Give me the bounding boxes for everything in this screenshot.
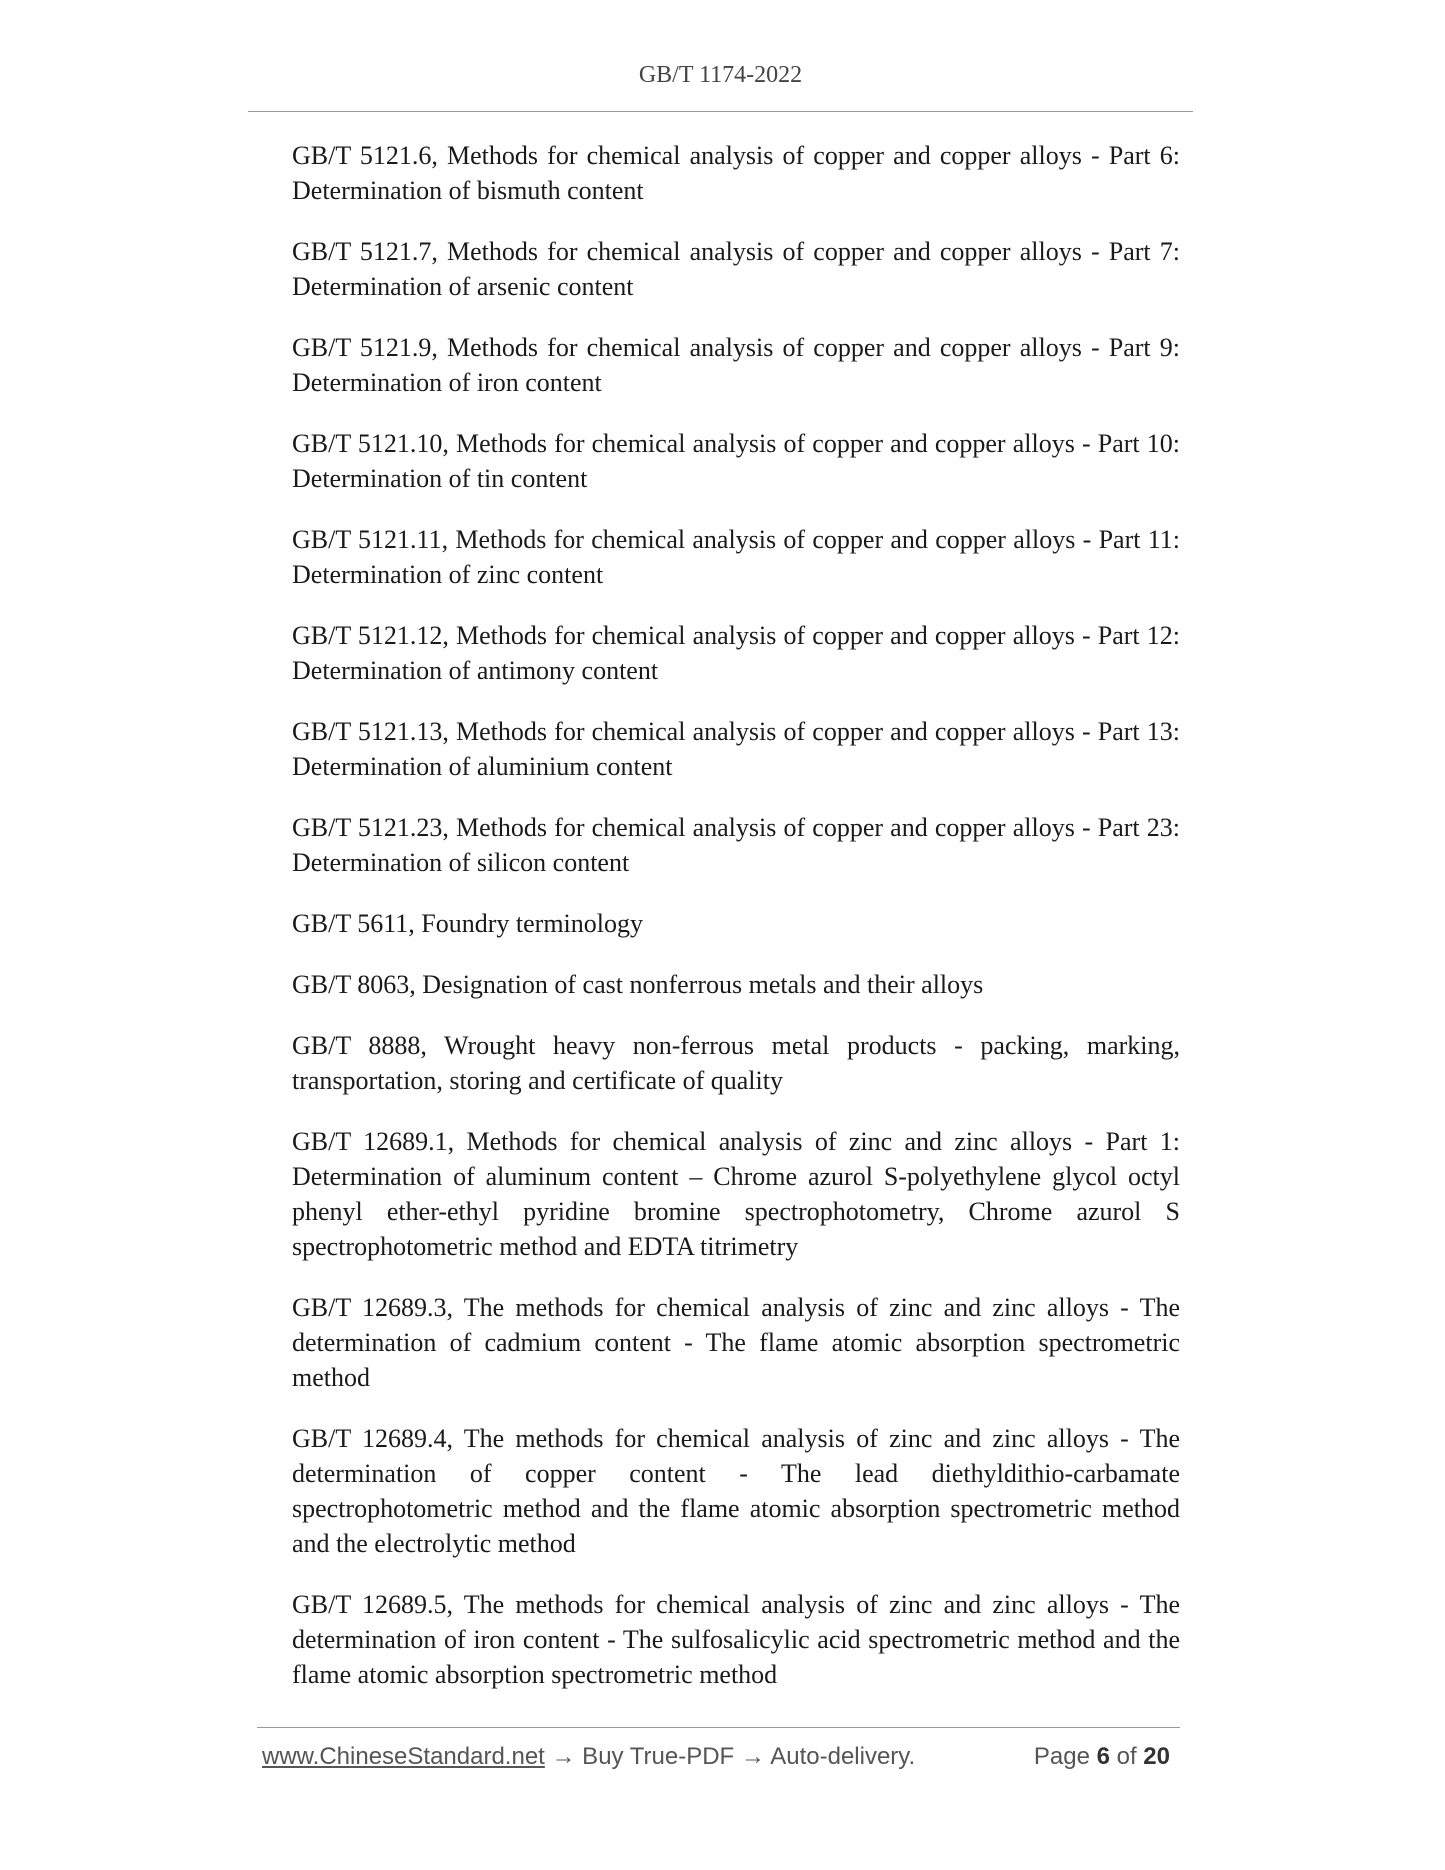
page-of-label: of xyxy=(1109,1743,1144,1770)
normative-references-list xyxy=(292,138,1180,1718)
reference-item: GB/T 12689.5, The methods for chemical analysis of zinc and zinc alloys - The determination of iron content - The sulfosalicylic acid spectrometric method and the flame atomic absorption spectrometric method xyxy=(292,1590,1180,1689)
page-label: Page xyxy=(1033,1743,1097,1770)
reference-item: GB/T 5121.12, Methods for chemical analysis of copper and copper alloys - Part 12: Determination of antimony content xyxy=(292,621,1180,685)
reference-item: GB/T 5121.11, Methods for chemical analysis of copper and copper alloys - Part 11: Determination of zinc content xyxy=(292,525,1180,589)
header-divider xyxy=(248,111,1193,112)
reference-item: GB/T 5121.23, Methods for chemical analysis of copper and copper alloys - Part 23: Determination of silicon content xyxy=(292,813,1180,877)
footer-promo xyxy=(262,1743,915,1771)
website-link[interactable]: www.ChineseStandard.net xyxy=(262,1743,545,1770)
reference-item: GB/T 5121.13, Methods for chemical analysis of copper and copper alloys - Part 13: Determination of aluminium content xyxy=(292,717,1180,781)
reference-item: GB/T 12689.3, The methods for chemical analysis of zinc and zinc alloys - The determination of cadmium content - The flame atomic absorption spectrometric method xyxy=(292,1293,1180,1392)
page-indicator xyxy=(1034,1743,1170,1771)
page-total: 20 xyxy=(1143,1743,1170,1770)
reference-item: GB/T 5121.10, Methods for chemical analysis of copper and copper alloys - Part 10: Determination of tin content xyxy=(292,429,1180,493)
reference-item: GB/T 5121.7, Methods for chemical analysis of copper and copper alloys - Part 7: Determination of arsenic content xyxy=(292,237,1180,301)
page-header-title: GB/T 1174-2022 xyxy=(638,62,803,88)
page-footer xyxy=(262,1743,1180,1777)
footer-divider xyxy=(257,1727,1180,1728)
reference-item: GB/T 8888, Wrought heavy non-ferrous metal products - packing, marking, transportation, storing and certificate of quality xyxy=(292,1031,1180,1095)
reference-item: GB/T 5121.9, Methods for chemical analysis of copper and copper alloys - Part 9: Determination of iron content xyxy=(292,333,1180,397)
reference-item: GB/T 8063, Designation of cast nonferrous metals and their alloys xyxy=(292,970,984,999)
footer-promo-text: → Buy True-PDF → Auto-delivery. xyxy=(544,1743,916,1770)
reference-item: GB/T 5611, Foundry terminology xyxy=(292,909,643,938)
reference-item: GB/T 12689.4, The methods for chemical analysis of zinc and zinc alloys - The determination of copper content - The lead diethyldithio-carbamate spectrophotometric method and the flame atomic absorption spectrometric method and the electrolytic method xyxy=(292,1424,1180,1558)
page-current: 6 xyxy=(1096,1743,1110,1770)
reference-item: GB/T 5121.6, Methods for chemical analysis of copper and copper alloys - Part 6: Determination of bismuth content xyxy=(292,141,1180,205)
reference-item: GB/T 12689.1, Methods for chemical analysis of zinc and zinc alloys - Part 1: Determination of aluminum content – Chrome azurol S-polyethylene glycol octyl phenyl ether-ethyl pyridine bromine spectrophotometry, Chrome azurol S spectrophotometric method and EDTA titrimetry xyxy=(292,1127,1180,1261)
